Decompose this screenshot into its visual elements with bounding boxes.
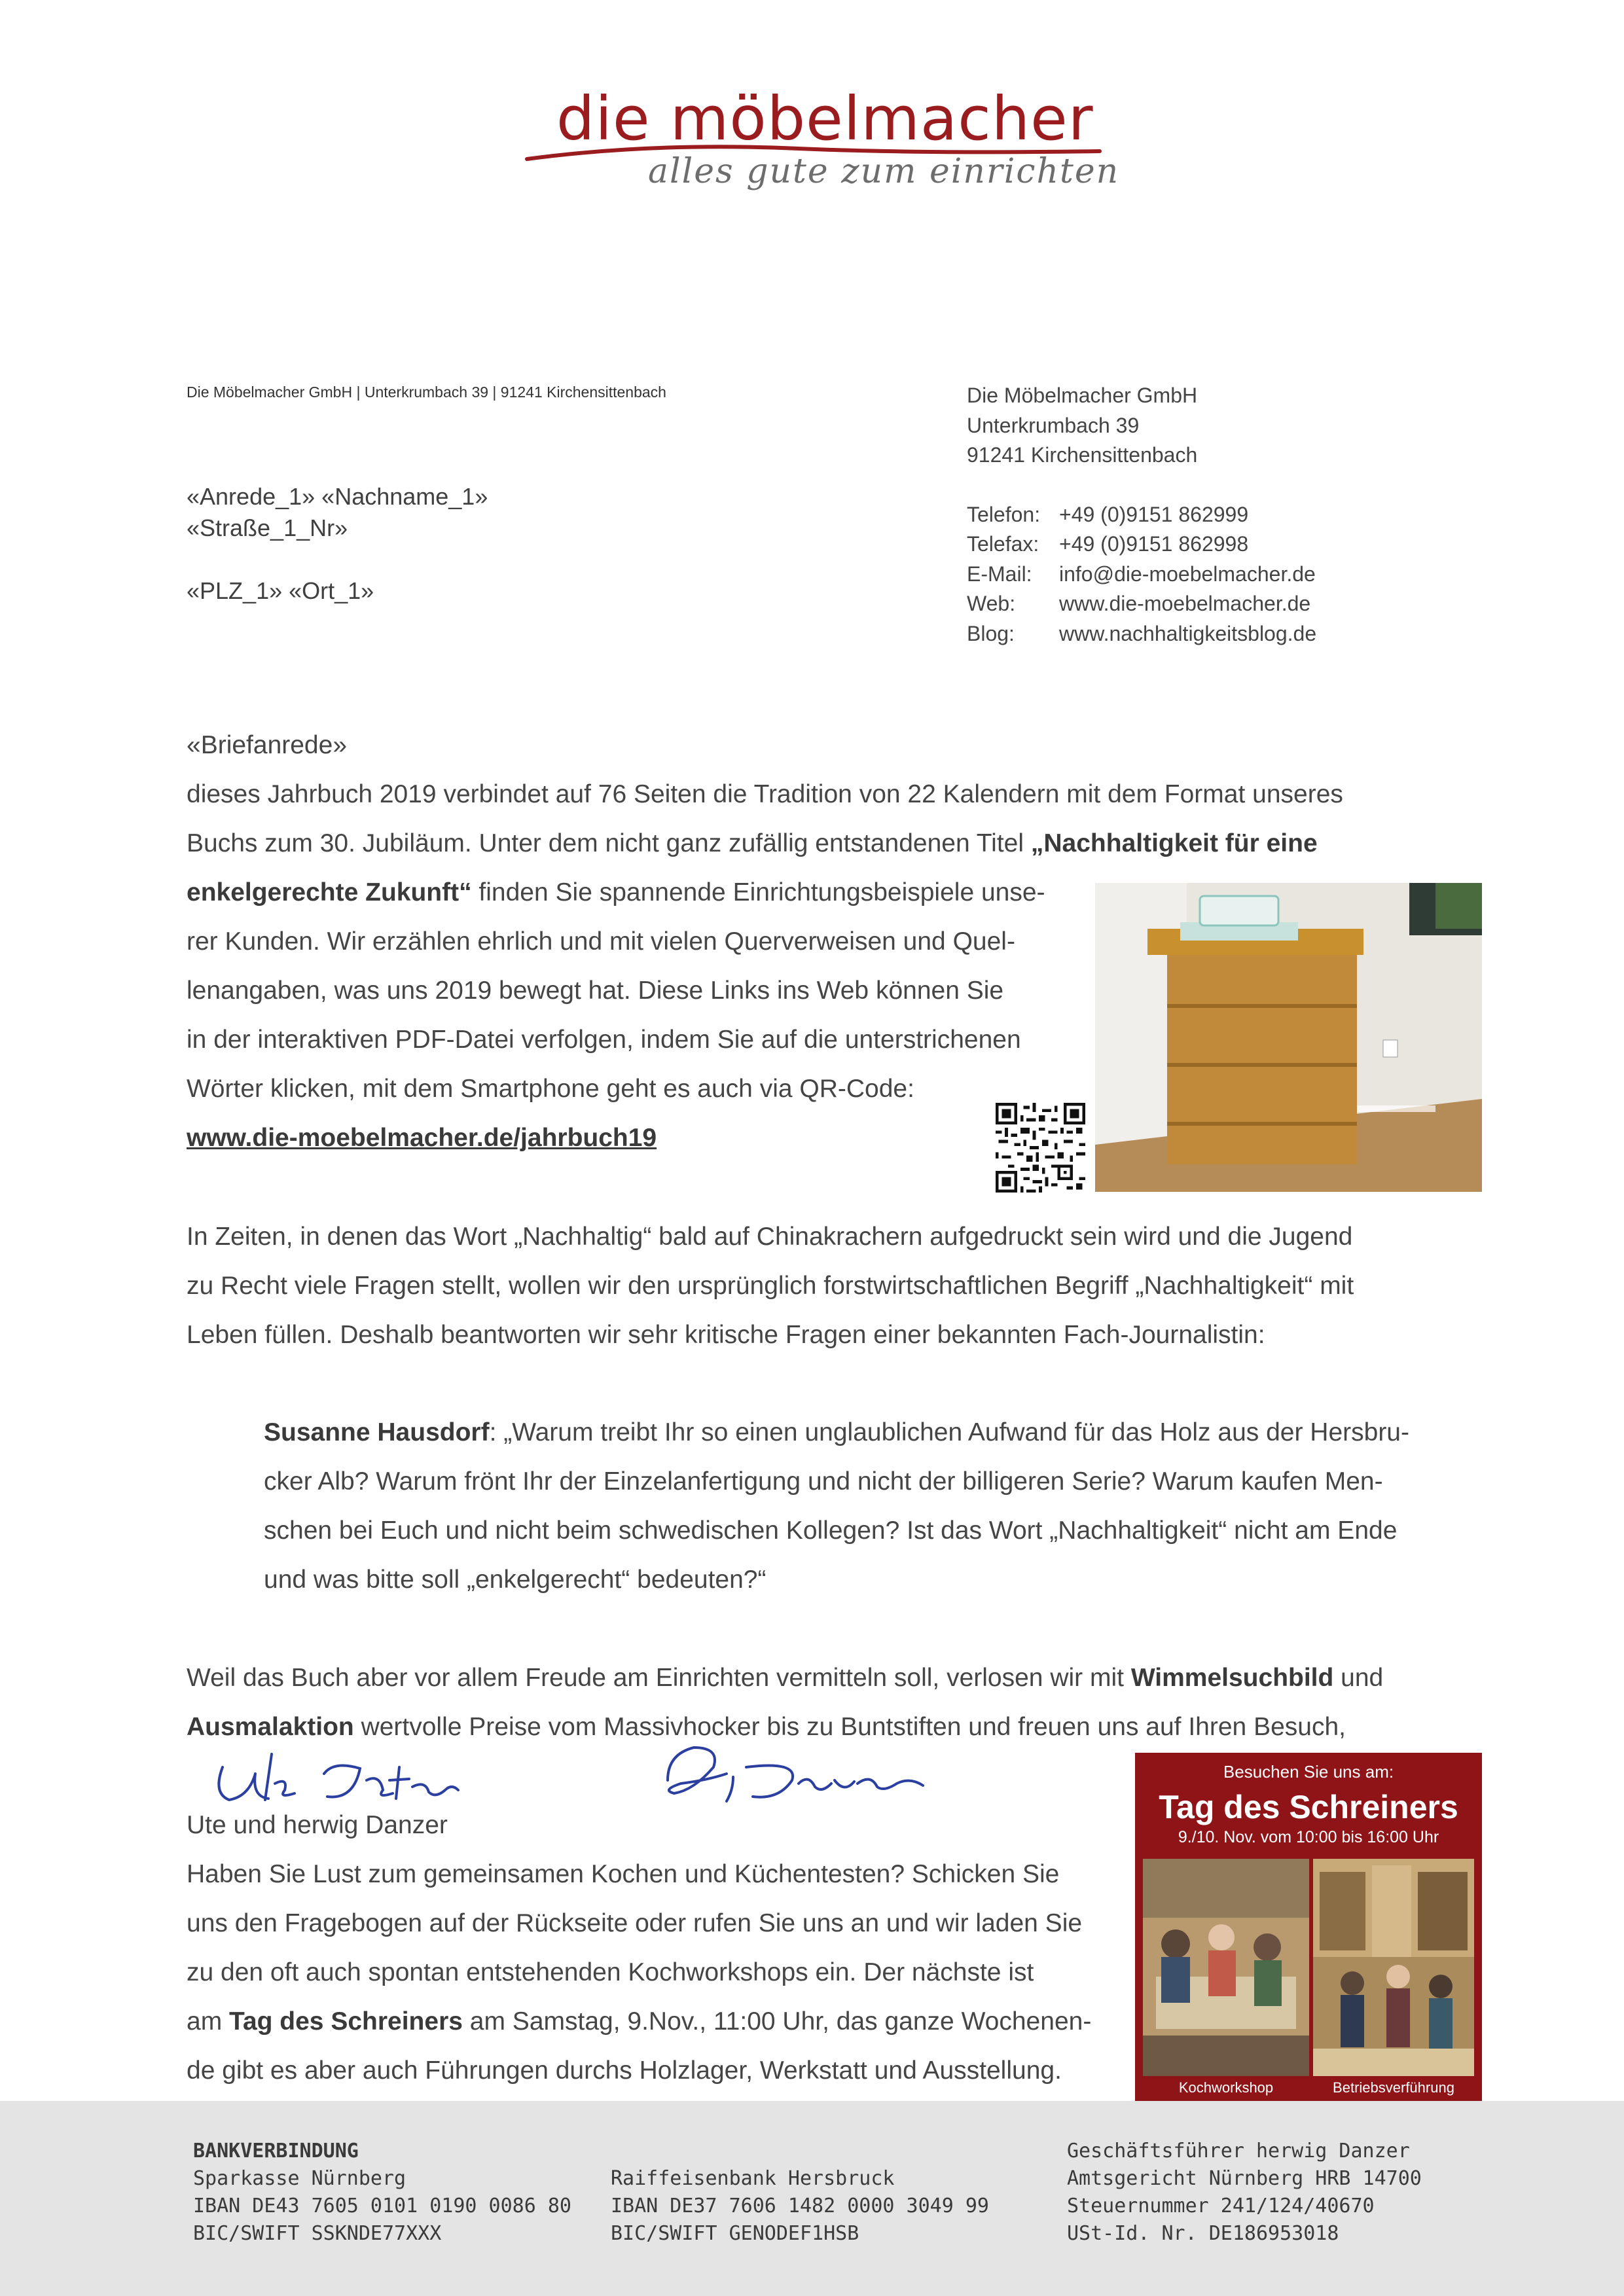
text-line: uns den Fragebogen auf der Rückseite oder rufen Sie uns an und wir laden Sie (187, 1909, 1083, 1937)
journalist-quote (264, 1408, 1409, 1604)
event-photo-tour (1313, 1859, 1474, 2076)
email-link[interactable]: info@die-moebelmacher.de (1059, 562, 1316, 586)
letter-cooking (187, 1801, 1091, 2095)
recipient-line: «Straße_1_Nr» (187, 514, 348, 541)
footer-heading: BANKVERBINDUNG (193, 2140, 359, 2162)
contact-value: +49 (0)9151 862999 (1059, 502, 1249, 526)
recipient-line: «Anrede_1» «Nachname_1» (187, 483, 488, 510)
contact-label: Telefax: (967, 532, 1039, 556)
book-title: „Nachhaltigkeit für eine (1030, 829, 1318, 857)
text-line (187, 1653, 1383, 1702)
highlight: Tag des Schreiners (229, 2007, 463, 2036)
contact-label: E-Mail: (967, 562, 1032, 586)
text-span: wertvolle Preise vom Massivhocker bis zu Buntstiften und freuen uns auf Ihren Besuch, (353, 1713, 1346, 1741)
text-span: Buchs zum 30. Jubiläum. Unter dem nicht ganz zufällig entstandenen Titel (187, 829, 1031, 857)
caption-cooking: Kochworkshop (1178, 2079, 1274, 2096)
text-line: de gibt es aber auch Führungen durchs Holzlager, Werkstatt und Ausstellung. (187, 2056, 1062, 2085)
text-span: Weil das Buch aber vor allem Freude am Einrichten vermitteln soll, verlosen wir mit (187, 1664, 1131, 1692)
footer-bank-2 (611, 2138, 989, 2248)
company-city: 91241 Kirchensittenbach (967, 443, 1198, 467)
contact-label: Telefon: (967, 502, 1041, 526)
text-line: zu den oft auch spontan entstehenden Kochworkshops ein. Der nächste ist (187, 1958, 1034, 1986)
caption-tour: Betriebsverführung (1333, 2079, 1454, 2096)
salutation: «Briefanrede» (187, 731, 348, 759)
quote-author: Susanne Hausdorf (264, 1418, 490, 1446)
event-banner (1135, 1753, 1482, 2101)
footer-line: IBAN DE43 7605 0101 0190 0086 80 (193, 2195, 571, 2217)
text-line (264, 1408, 1409, 1457)
footer-line: Geschäftsführer herwig Danzer (1067, 2140, 1410, 2162)
text-line: dieses Jahrbuch 2019 verbindet auf 76 Seiten die Tradition von 22 Kalendern mit dem Format unseres (187, 780, 1343, 808)
text-line: schen bei Euch und nicht beim schwedischen Kollegen? Ist das Wort „Nachhaltigkeit“ nicht am Ende (264, 1516, 1398, 1545)
contact-blog (967, 619, 1316, 649)
text-span: am Samstag, 9.Nov., 11:00 Uhr, das ganze Wochenen- (462, 2007, 1092, 2036)
company-name: Die Möbelmacher GmbH (967, 384, 1198, 407)
text-line: und was bitte soll „enkelgerecht“ bedeuten?“ (264, 1566, 767, 1594)
footer-legal (1067, 2138, 1422, 2248)
contact-fax (967, 529, 1316, 560)
book-title: enkelgerechte Zukunft“ (187, 878, 472, 906)
text-line: cker Alb? Warum frönt Ihr der Einzelanfertigung und nicht der billigeren Serie? Warum kaufen Men- (264, 1467, 1383, 1496)
footer-line: BIC/SWIFT GENODEF1HSB (611, 2222, 859, 2245)
text-span: und (1333, 1664, 1384, 1692)
text-line: zu Recht viele Fragen stellt, wollen wir den ursprünglich forstwirtschaftlichen Begriff „Nachhaltigkeit“ mit (187, 1272, 1354, 1300)
contact-phone (967, 500, 1316, 530)
text-line: Leben füllen. Deshalb beantworten wir sehr kritische Fragen einer bekannten Fach-Journalistin: (187, 1321, 1265, 1349)
logo-wordmark: die möbelmacher (556, 84, 1094, 154)
text-span: finden Sie spannende Einrichtungsbeispiele unse- (471, 878, 1045, 906)
company-street: Unterkrumbach 39 (967, 413, 1140, 437)
text-line: In Zeiten, in denen das Wort „Nachhaltig“ bald auf Chinakrachern aufgedruckt sein wird und die Jugend (187, 1223, 1353, 1251)
footer-line: Raiffeisenbank Hersbruck (611, 2167, 895, 2190)
yearbook-link[interactable]: www.die-moebelmacher.de/jahrbuch19 (187, 1124, 657, 1152)
footer-line: BIC/SWIFT SSKNDE77XXX (193, 2222, 442, 2245)
text-line: lenangaben, was uns 2019 bewegt hat. Diese Links ins Web können Sie (187, 977, 1004, 1005)
text-line (187, 1997, 1091, 2046)
event-title: Tag des Schreiners (1159, 1789, 1458, 1825)
contact-value: +49 (0)9151 862998 (1059, 532, 1249, 556)
text-span: : „Warum treibt Ihr so einen unglaublichen Aufwand für das Holz aus der Hersbru- (489, 1418, 1409, 1446)
recipient-line: «PLZ_1» «Ort_1» (187, 577, 374, 604)
highlight: Ausmalaktion (187, 1713, 354, 1741)
text-span: am (187, 2007, 230, 2036)
event-intro: Besuchen Sie uns am: (1223, 1762, 1394, 1782)
company-info (967, 381, 1316, 649)
footer-line: Sparkasse Nürnberg (193, 2167, 406, 2190)
event-date: 9./10. Nov. vom 10:00 bis 16:00 Uhr (1178, 1828, 1439, 1846)
closing-names: Ute und herwig Danzer (187, 1811, 448, 1839)
logo-tagline: alles gute zum einrichten (648, 152, 1120, 191)
contact-label: Web: (967, 592, 1016, 615)
letter-context (187, 1212, 1354, 1359)
text-line: in der interaktiven PDF-Datei verfolgen, indem Sie auf die unterstrichenen (187, 1026, 1021, 1054)
footer-bank-1 (193, 2138, 571, 2248)
text-line: Haben Sie Lust zum gemeinsamen Kochen und Küchentesten? Schicken Sie (187, 1860, 1060, 1888)
contact-email (967, 560, 1316, 590)
recipient-address (187, 481, 488, 607)
qr-code[interactable] (996, 1103, 1085, 1193)
footer-line: Amtsgericht Nürnberg HRB 14700 (1067, 2167, 1422, 2190)
highlight: Wimmelsuchbild (1130, 1664, 1334, 1692)
product-photo (1095, 883, 1482, 1192)
footer-line: USt-Id. Nr. DE186953018 (1067, 2222, 1339, 2245)
footer-line: IBAN DE37 7606 1482 0000 3049 99 (611, 2195, 989, 2217)
blog-link[interactable]: www.nachhaltigkeitsblog.de (1059, 621, 1317, 645)
web-link[interactable]: www.die-moebelmacher.de (1059, 592, 1311, 615)
footer-line: Steuernummer 241/124/40670 (1067, 2195, 1375, 2217)
event-photo-cooking (1143, 1859, 1309, 2076)
text-line: rer Kunden. Wir erzählen ehrlich und mit vielen Querverweisen und Quel- (187, 927, 1015, 956)
contact-label: Blog: (967, 621, 1015, 645)
text-line (187, 819, 1343, 868)
contact-web (967, 589, 1316, 619)
sender-line: Die Möbelmacher GmbH | Unterkrumbach 39 | 91241 Kirchensittenbach (187, 384, 666, 401)
text-line: Wörter klicken, mit dem Smartphone geht es auch via QR-Code: (187, 1075, 914, 1103)
